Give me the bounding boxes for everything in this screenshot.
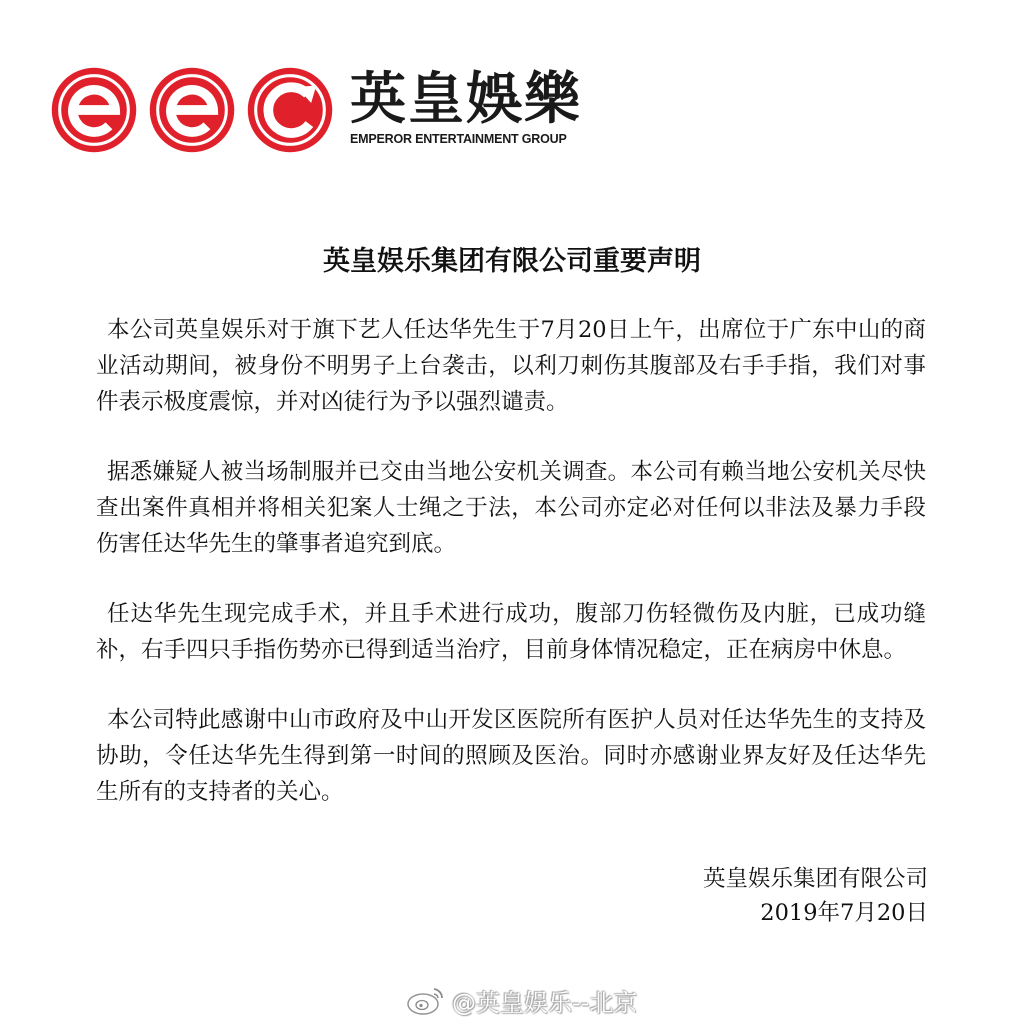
statement-paragraph: 本公司英皇娱乐对于旗下艺人任达华先生于7月20日上午，出席位于广东中山的商业活动期间，被身份不明男子上台袭击，以利刀刺伤其腹部及右手手指，我们对事件表示极度震惊，并对凶徒行为予以强烈谴责。 bbox=[96, 317, 926, 415]
signature-company: 英皇娱乐集团有限公司 bbox=[702, 866, 928, 892]
statement-title: 英皇娱乐集团有限公司重要声明 bbox=[323, 246, 701, 277]
statement-paragraph: 据悉嫌疑人被当场制服并已交由当地公安机关调查。本公司有赖当地公安机关尽快查出案件真相并将相关犯案人士绳之于法，本公司亦定必对任何以非法及暴力手段伤害任达华先生的肇事者追究到底。 bbox=[96, 459, 926, 557]
weibo-watermark bbox=[406, 980, 637, 1020]
logo-c-icon bbox=[246, 66, 334, 154]
logo-e-icon bbox=[148, 66, 236, 154]
logo-brand-english: EMPEROR ENTERTAINMENT GROUP bbox=[350, 132, 567, 146]
signature-block bbox=[703, 862, 928, 930]
company-logo bbox=[50, 60, 610, 160]
logo-e-icon bbox=[50, 66, 138, 154]
watermark-text: @英皇娱乐--北京 bbox=[452, 988, 638, 1017]
statement-body bbox=[96, 312, 926, 844]
weibo-icon bbox=[406, 983, 446, 1017]
statement-paragraph: 本公司特此感谢中山市政府及中山开发区医院所有医护人员对任达华先生的支持及协助，令任达华先生得到第一时间的照顾及医治。同时亦感谢业界友好及任达华先生所有的支持者的关心。 bbox=[96, 707, 926, 805]
logo-brand-chinese: 英皇娛樂 bbox=[350, 67, 582, 132]
signature-date: 2019年7月20日 bbox=[760, 900, 928, 926]
statement-paragraph: 任达华先生现完成手术，并且手术进行成功，腹部刀伤轻微伤及内脏，已成功缝补，右手四只手指伤势亦已得到适当治疗，目前身体情况稳定，正在病房中休息。 bbox=[96, 601, 926, 663]
